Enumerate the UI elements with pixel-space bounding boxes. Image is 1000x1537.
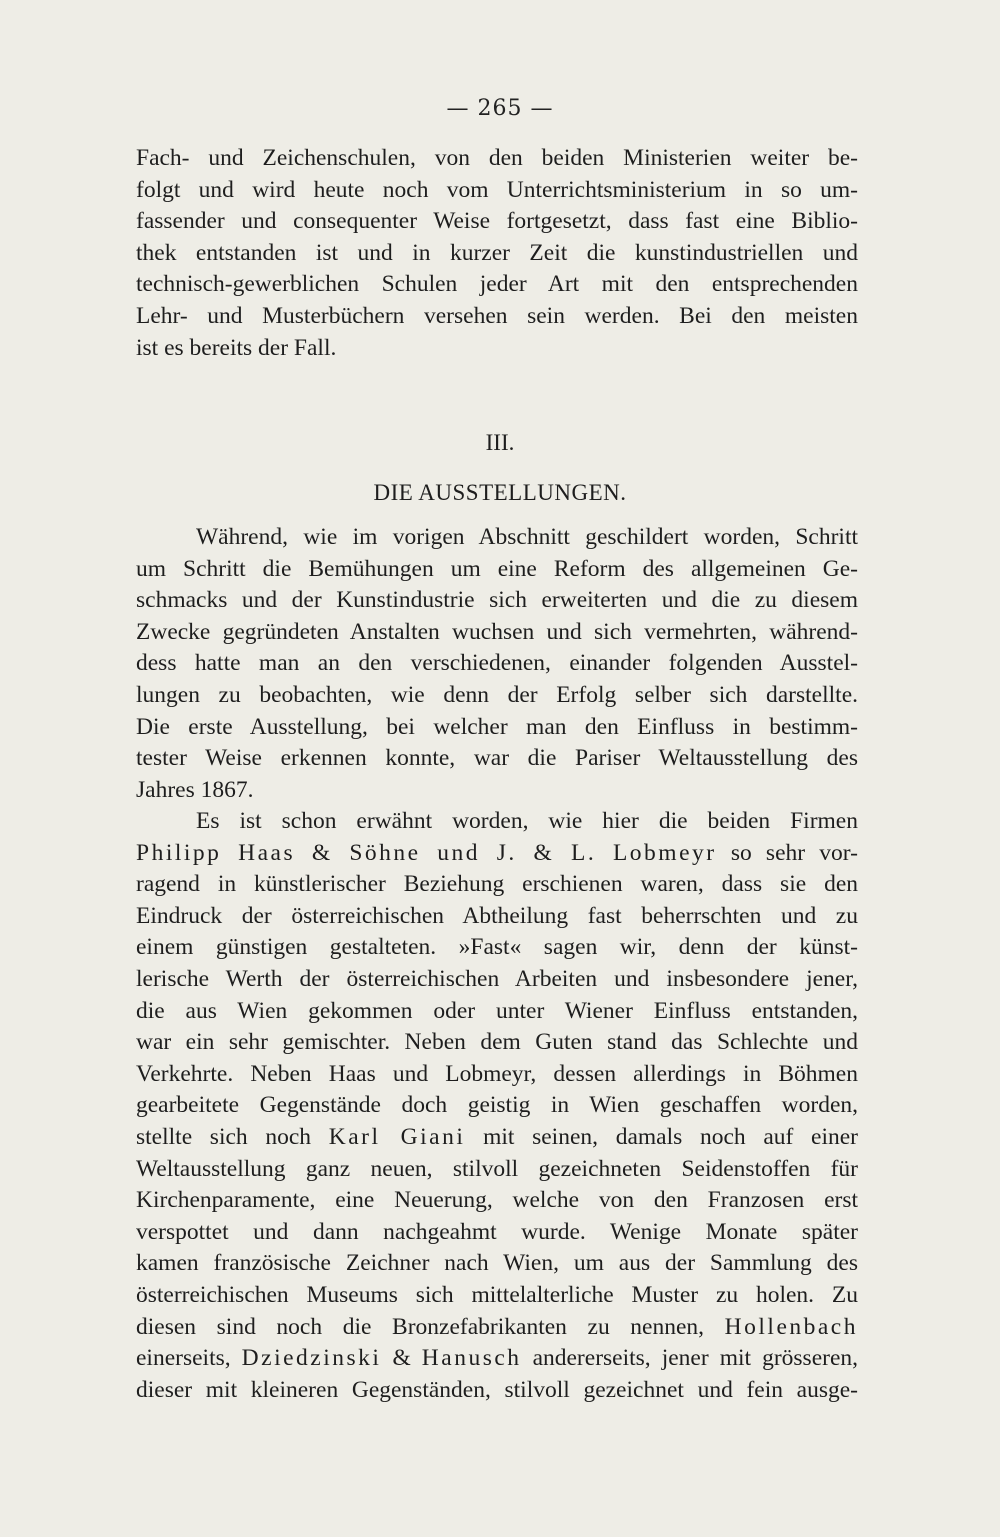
paragraph-continuation [136,143,858,364]
section-title: DIE AUSSTELLUNGEN. [373,480,627,505]
text-fragment: stellte sich noch [136,1123,329,1150]
person-name: Hanusch [421,1345,522,1372]
text-line: einem günstigen gestalteten. »Fast« sagen wir, denn der künst- [136,934,858,961]
text-fragment: andererseits, jener mit grösseren, [521,1345,858,1372]
person-name: Dziedzinski [241,1345,382,1372]
text-line: gearbeitete Gegenstände doch geistig in Wien geschaffen worden, [136,1092,858,1119]
text-line: Weltausstellung ganz neuen, stilvoll gezeichneten Seidenstoffen für [136,1155,858,1182]
person-name: Hollenbach [724,1313,858,1340]
text-line: dess hatte man an den verschiedenen, einander folgenden Ausstel- [136,650,858,677]
text-fragment: einerseits, [136,1345,242,1372]
page-number: — 265 — [446,96,554,121]
text-line: Fach- und Zeichenschulen, von den beiden Ministerien weiter be- [136,145,858,171]
firm-names: Philipp Haas & Söhne und J. & L. Lobmeyr [136,839,717,866]
text-line: dieser mit kleineren Gegenständen, stilvoll gezeichnet und fein ausge- [136,1376,858,1403]
text-line: österreichischen Museums sich mittelalterliche Muster zu holen. Zu [136,1281,858,1308]
text-line: Eindruck der österreichischen Abtheilung fast beherrschten und zu [136,902,858,929]
text-line: ist es bereits der Fall. [136,334,337,361]
text-line: Die erste Ausstellung, bei welcher man den Einfluss in bestimm- [136,713,858,740]
text-line: technisch-gewerblichen Schulen jeder Art mit den entsprechenden [136,271,858,298]
text-line: um Schritt die Bemühungen um eine Reform des allgemeinen Ge- [136,555,858,582]
text-line [136,1122,858,1154]
text-line [136,1343,858,1375]
text-fragment: so sehr vor- [716,839,858,866]
text-line: kamen französische Zeichner nach Wien, um aus der Sammlung des [136,1250,858,1277]
text-line: Lehr- und Musterbüchern versehen sein werden. Bei den meisten [136,302,858,329]
text-line [136,1312,858,1344]
text-fragment: & [381,1345,422,1372]
paragraph-exhibitions-intro [136,522,858,806]
text-line: lungen zu beobachten, wie denn der Erfolg selber sich darstellte. [136,681,858,708]
text-line: war ein sehr gemischter. Neben dem Guten stand das Schlechte und [136,1029,858,1056]
paragraph-paris-exhibition [136,806,858,1406]
text-line: tester Weise erkennen konnte, war die Pariser Weltausstellung des [136,745,858,772]
text-line: lerische Werth der österreichischen Arbeiten und insbesondere jener, [136,965,858,992]
text-fragment: diesen sind noch die Bronzefabrikanten zu nennen, [136,1313,725,1340]
text-line: ragend in künstlerischer Beziehung erschienen waren, dass sie den [136,871,858,898]
person-name: Karl Giani [328,1123,466,1150]
text-line: fassender und consequenter Weise fortgesetzt, dass fast eine Biblio- [136,208,858,235]
text-line [136,838,858,870]
text-line: Zwecke gegründeten Anstalten wuchsen und sich vermehrten, während- [136,618,858,645]
text-fragment: mit seinen, damals noch auf einer [465,1123,858,1150]
text-line: die aus Wien gekommen oder unter Wiener Einfluss entstanden, [136,997,858,1024]
section-numeral: III. [485,430,515,455]
text-line: schmacks und der Kunstindustrie sich erweiterten und die zu diesem [136,587,858,614]
text-line: Während, wie im vorigen Abschnitt geschildert worden, Schritt [196,524,858,550]
text-line: Kirchenparamente, eine Neuerung, welche von den Franzosen erst [136,1187,858,1214]
text-line: Verkehrte. Neben Haas und Lobmeyr, dessen allerdings in Böhmen [136,1060,858,1087]
text-line: folgt und wird heute noch vom Unterrichtsministerium in so um- [136,176,858,203]
text-line: thek entstanden ist und in kurzer Zeit die kunstindustriellen und [136,239,858,266]
text-line: Jahres 1867. [136,776,254,803]
text-line: verspottet und dann nachgeahmt wurde. Wenige Monate später [136,1218,858,1245]
text-line: Es ist schon erwähnt worden, wie hier die beiden Firmen [196,808,858,834]
